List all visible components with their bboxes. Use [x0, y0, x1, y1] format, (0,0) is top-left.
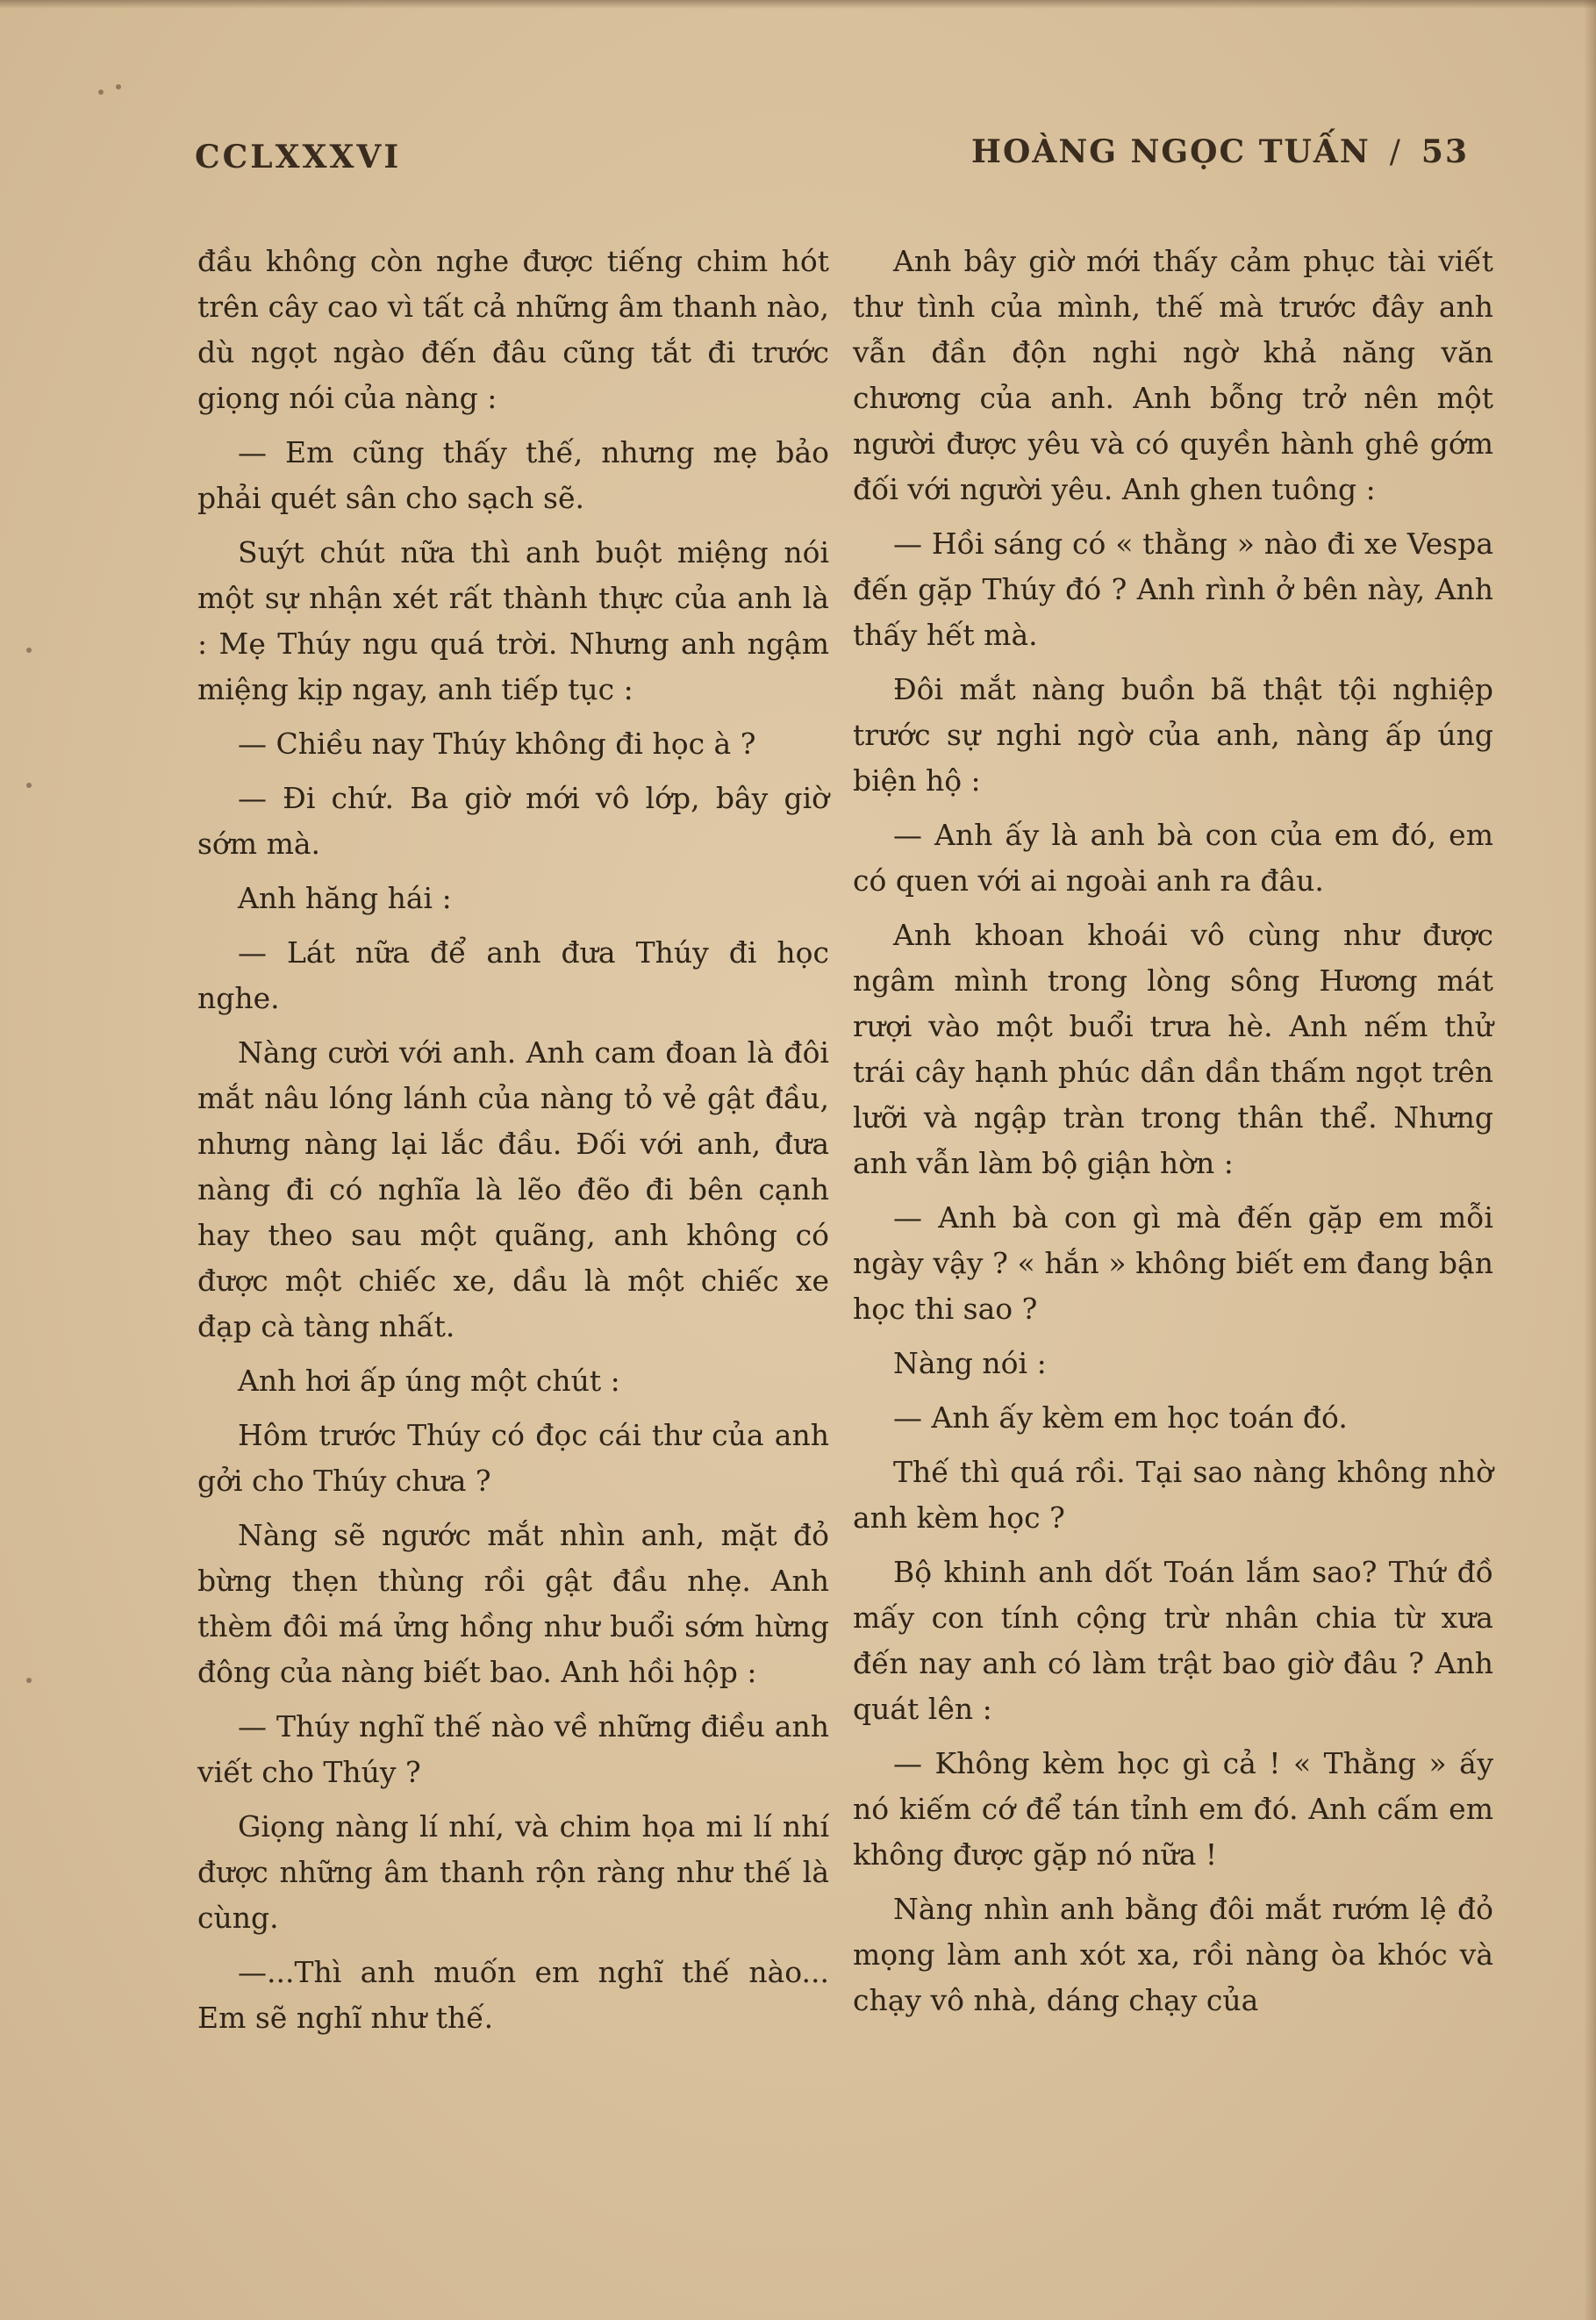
- paragraph: — Lát nữa để anh đưa Thúy đi học nghe.: [197, 935, 829, 1015]
- paragraph: Bộ khinh anh dốt Toán lắm sao? Thứ đồ mấy con tính cộng trừ nhân chia từ xưa đến nay anh có làm trật bao giờ đâu ? Anh quát lên :: [853, 1555, 1493, 1726]
- left-text-column: [197, 239, 829, 2050]
- paragraph: — Em cũng thấy thế, nhưng mẹ bảo phải quét sân cho sạch sẽ.: [197, 435, 829, 515]
- paragraph: Nàng sẽ ngước mắt nhìn anh, mặt đỏ bừng thẹn thùng rồi gật đầu nhẹ. Anh thèm đôi má ửng hồng như buổi sớm hừng đông của nàng biết bao. Anh hồi hộp :: [197, 1518, 829, 1689]
- paragraph: Suýt chút nữa thì anh buột miệng nói một sự nhận xét rất thành thực của anh là : Mẹ Thúy ngu quá trời. Nhưng anh ngậm miệng kịp ngay, anh tiếp tục :: [197, 535, 829, 706]
- paragraph: — Đi chứ. Ba giờ mới vô lớp, bây giờ sớm mà.: [197, 781, 829, 861]
- paper-speck: [26, 783, 32, 788]
- paragraph: đầu không còn nghe được tiếng chim hót trên cây cao vì tất cả những âm thanh nào, dù ngọt ngào đến đâu cũng tắt đi trước giọng nói của nàng :: [197, 244, 829, 415]
- paper-speck: [26, 648, 32, 653]
- paragraph: — Hồi sáng có « thằng » nào đi xe Vespa đến gặp Thúy đó ? Anh rình ở bên này, Anh thấy hết mà.: [853, 526, 1493, 652]
- right-text-column: [853, 239, 1493, 2032]
- paragraph: Hôm trước Thúy có đọc cái thư của anh gởi cho Thúy chưa ?: [197, 1418, 829, 1498]
- paragraph: Đôi mắt nàng buồn bã thật tội nghiệp trước sự nghi ngờ của anh, nàng ấp úng biện hộ :: [853, 672, 1493, 798]
- paragraph: — Chiều nay Thúy không đi học à ?: [238, 727, 756, 761]
- page-edge-shadow: [1584, 0, 1596, 2320]
- header-separator: /: [1389, 134, 1402, 170]
- paragraph: Anh khoan khoái vô cùng như được ngâm mình trong lòng sông Hương mát rượi vào một buổi trưa hè. Anh nếm thử trái cây hạnh phúc dần dần thấm ngọt trên lưỡi và ngập tràn trong thân thể. Nhưng anh vẫn làm bộ giận hờn :: [853, 918, 1493, 1180]
- paragraph: Thế thì quá rồi. Tại sao nàng không nhờ anh kèm học ?: [853, 1455, 1493, 1535]
- paragraph: Anh hơi ấp úng một chút :: [238, 1364, 620, 1398]
- author-name: HOÀNG NGỌC TUẤN: [971, 133, 1371, 170]
- paper-speck: [98, 90, 104, 95]
- paragraph: Giọng nàng lí nhí, và chim họa mi lí nhí được những âm thanh rộn ràng như thế là cùng.: [197, 1809, 829, 1935]
- running-header-right: [971, 133, 1469, 170]
- page-top-edge: [0, 0, 1596, 9]
- paragraph: Anh bây giờ mới thấy cảm phục tài viết thư tình của mình, thế mà trước đây anh vẫn đần độn nghi ngờ khả năng văn chương của anh. Anh bỗng trở nên một người được yêu và có quyền hành ghê gớm đối với người yêu. Anh ghen tuông :: [853, 244, 1493, 506]
- paragraph: Anh hăng hái :: [238, 881, 452, 915]
- paper-speck: [26, 1678, 32, 1683]
- paragraph: —...Thì anh muốn em nghĩ thế nào... Em sẽ nghĩ như thế.: [197, 1955, 829, 2035]
- paragraph: — Anh ấy là anh bà con của em đó, em có quen với ai ngoài anh ra đâu.: [853, 818, 1493, 898]
- running-header-left: CCLXXXVI: [195, 139, 402, 175]
- paragraph: — Thúy nghĩ thế nào về những điều anh viết cho Thúy ?: [197, 1709, 829, 1789]
- page-number: 53: [1421, 133, 1469, 170]
- paper-speck: [116, 84, 121, 90]
- paragraph: Nàng nhìn anh bằng đôi mắt rướm lệ đỏ mọng làm anh xót xa, rồi nàng òa khóc và chạy vô nhà, dáng chạy của: [853, 1892, 1493, 2017]
- paragraph: Nàng nói :: [893, 1346, 1047, 1380]
- paragraph: — Anh ấy kèm em học toán đó.: [893, 1400, 1348, 1435]
- paragraph: Nàng cười với anh. Anh cam đoan là đôi mắt nâu lóng lánh của nàng tỏ vẻ gật đầu, nhưng nàng lại lắc đầu. Đối với anh, đưa nàng đi có nghĩa là lẽo đẽo đi bên cạnh hay theo sau một quãng, anh không có được một chiếc xe, dầu là một chiếc xe đạp cà tàng nhất.: [197, 1035, 829, 1343]
- paragraph: — Không kèm học gì cả ! « Thằng » ấy nó kiếm cớ để tán tỉnh em đó. Anh cấm em không được gặp nó nữa !: [853, 1746, 1493, 1872]
- paragraph: — Anh bà con gì mà đến gặp em mỗi ngày vậy ? « hắn » không biết em đang bận học thi sao ?: [853, 1200, 1493, 1326]
